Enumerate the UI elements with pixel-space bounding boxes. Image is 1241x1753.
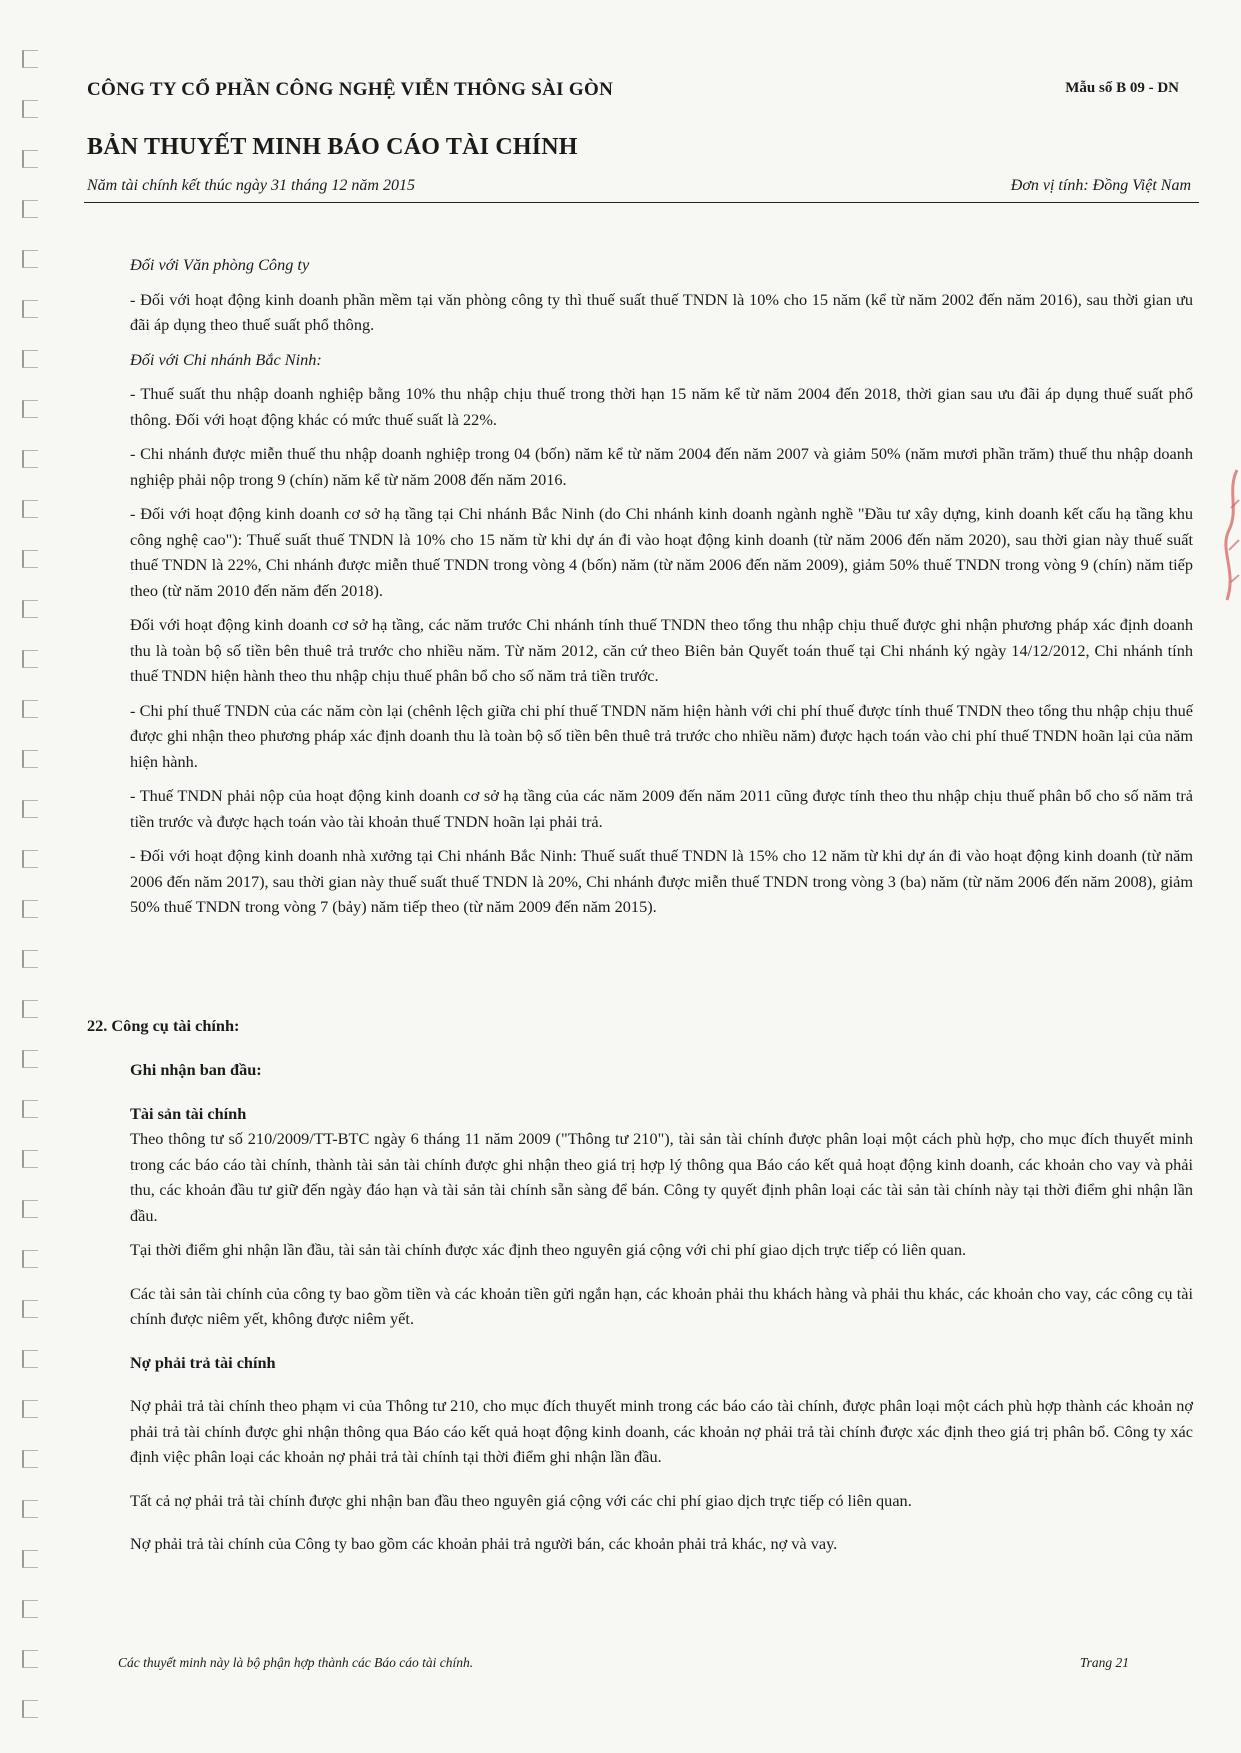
branch-paragraph-2: - Chi nhánh được miễn thuế thu nhập doanh nghiệp trong 04 (bốn) năm kể từ năm 2004 đến năm 2007 và giảm 50% (năm mươi phần trăm) thuế thu nhập doanh nghiệp phải nộp trong 9 (chín) năm kể từ năm 2008 đến năm 2016. bbox=[130, 444, 1193, 489]
infra-paragraph-3: - Thuế TNDN phải nộp của hoạt động kinh doanh cơ sở hạ tầng của các năm 2009 đến năm 2011 cũng được tính theo thu nhập chịu thuế phân bổ cho số năm trả tiền trước và được hạch toán vào tài khoản thuế TNDN hoãn lại phải trả. bbox=[130, 786, 1193, 831]
initial-recognition-heading: Ghi nhận ban đầu: bbox=[130, 1060, 262, 1079]
infra-paragraph-1: Đối với hoạt động kinh doanh cơ sở hạ tầng, các năm trước Chi nhánh tính thuế TNDN theo tổng thu nhập chịu thuế được ghi nhận phương pháp xác định doanh thu là toàn bộ số tiền bên thuê trả trước cho nhiều năm. Từ năm 2012, căn cứ theo Biên bản Quyết toán thuế tại Chi nhánh ký ngày 14/12/2012, Chi nhánh tính thuế TNDN hiện hành theo thu nhập chịu thuế phân bổ cho số năm trả tiền trước. bbox=[130, 615, 1193, 685]
tax-notes-body bbox=[130, 252, 1193, 920]
office-paragraph: - Đối với hoạt động kinh doanh phần mềm tại văn phòng công ty thì thuế suất thuế TNDN là 10% cho 15 năm (kể từ năm 2002 đến năm 2016), sau thời gian ưu đãi áp dụng theo thuế suất phổ thông. bbox=[130, 289, 1193, 334]
stamp-fragment-icon bbox=[1217, 460, 1241, 610]
financial-assets-paragraph-2: Tại thời điểm ghi nhận lần đầu, tài sản tài chính được xác định theo nguyên giá cộng với chi phí giao dịch trực tiếp có liên quan. bbox=[130, 1240, 967, 1259]
branch-paragraph-1: - Thuế suất thu nhập doanh nghiệp bằng 10% thu nhập chịu thuế trong thời hạn 15 năm kể từ năm 2004 đến 2018, thời gian sau ưu đãi áp dụng thuế suất phổ thông. Đối với hoạt động khác có mức thuế suất là 22%. bbox=[130, 384, 1193, 429]
form-code: Mẫu số B 09 - DN bbox=[1065, 80, 1179, 96]
header-divider bbox=[84, 202, 1199, 203]
financial-assets-paragraph-1: Theo thông tư số 210/2009/TT-BTC ngày 6 tháng 11 năm 2009 ("Thông tư 210"), tài sản tài chính được phân loại một cách phù hợp, cho mục đích thuyết minh trong các báo cáo tài chính, thành tài sản tài chính được ghi nhận theo giá trị hợp lý thông qua Báo cáo kết quả hoạt động kinh doanh, các khoản cho vay và phải thu, các khoản đầu tư giữ đến ngày đáo hạn và tài sản tài chính sẵn sàng để bán. Công ty quyết định phân loại các tài sản tài chính này tại thời điểm ghi nhận lần đầu. bbox=[130, 1129, 1193, 1225]
financial-liabilities-heading: Nợ phải trả tài chính bbox=[130, 1352, 276, 1372]
fiscal-period: Năm tài chính kết thúc ngày 31 tháng 12 năm 2015 bbox=[87, 177, 415, 194]
document-title: BẢN THUYẾT MINH BÁO CÁO TÀI CHÍNH bbox=[87, 134, 578, 160]
infra-paragraph-2: - Chi phí thuế TNDN của các năm còn lại (chênh lệch giữa chi phí thuế TNDN năm hiện hành với chi phí thuế được tính thuế TNDN theo tổng thu nhập chịu thuế được ghi nhận theo phương pháp xác định doanh thu là toàn bộ số tiền bên thuê trả trước cho nhiều năm) được hạch toán vào chi phí thuế TNDN hoãn lại của năm hiện hành. bbox=[130, 700, 1193, 771]
financial-liabilities-paragraph-2: Tất cả nợ phải trả tài chính được ghi nhận ban đầu theo nguyên giá cộng với các chi phí giao dịch trực tiếp có liên quan. bbox=[130, 1490, 912, 1510]
financial-liabilities-paragraph-3: Nợ phải trả tài chính của Công ty bao gồm các khoản phải trả người bán, các khoản phải trả khác, nợ và vay. bbox=[130, 1534, 838, 1553]
financial-assets-heading: Tài sản tài chính bbox=[130, 1103, 247, 1123]
footer-note: Các thuyết minh này là bộ phận hợp thành các Báo cáo tài chính. bbox=[118, 1655, 474, 1670]
page-number: Trang 21 bbox=[1079, 1655, 1129, 1670]
currency-unit: Đơn vị tính: Đồng Việt Nam bbox=[1010, 177, 1191, 194]
financial-instruments-body bbox=[130, 1057, 1193, 1557]
section-22-heading: 22. Công cụ tài chính: bbox=[87, 1016, 240, 1035]
branch-heading: Đối với Chi nhánh Bắc Ninh: bbox=[130, 349, 322, 369]
office-heading: Đối với Văn phòng Công ty bbox=[130, 255, 310, 274]
financial-liabilities-paragraph-1: Nợ phải trả tài chính theo phạm vi của Thông tư 210, cho mục đích thuyết minh trong các báo cáo tài chính, được phân loại một cách phù hợp thành các khoản nợ phải trả tài chính được ghi nhận thông qua Báo cáo kết quả hoạt động kinh doanh, các khoản nợ phải trả tài chính được xác định theo giá trị phân bổ. Công ty xác định việc phân loại các khoản nợ phải trả tài chính tại thời điểm ghi nhận lần đầu. bbox=[130, 1396, 1193, 1466]
branch-paragraph-3: - Đối với hoạt động kinh doanh cơ sở hạ tầng tại Chi nhánh Bắc Ninh (do Chi nhánh kinh doanh ngành nghề "Đầu tư xây dựng, kinh doanh kết cấu hạ tầng khu công nghệ cao"): Thuế suất thuế TNDN là 10% cho 15 năm từ khi dự án đi vào hoạt động kinh doanh (từ năm 2006 đến năm 2020), sau thời gian này thuế suất thuế TNDN là 22%, Chi nhánh được miễn thuế TNDN trong vòng 4 (bốn) năm (từ năm 2006 đến năm 2009), giảm 50% thuế TNDN trong vòng 9 (chín) năm tiếp theo (từ năm 2010 đến năm đến 2018). bbox=[130, 504, 1193, 600]
factory-paragraph: - Đối với hoạt động kinh doanh nhà xưởng tại Chi nhánh Bắc Ninh: Thuế suất thuế TNDN là 15% cho 12 năm từ khi dự án đi vào hoạt động kinh doanh (từ năm 2006 đến năm 2017), sau thời gian này thuế suất thuế TNDN là 20%, Chi nhánh được miễn thuế TNDN trong vòng 3 (ba) năm (từ năm 2006 đến năm 2008), giảm 50% thuế TNDN trong vòng 7 (bảy) năm tiếp theo (từ năm 2009 đến năm 2015). bbox=[130, 846, 1193, 916]
financial-assets-paragraph-3: Các tài sản tài chính của công ty bao gồm tiền và các khoản tiền gửi ngắn hạn, các khoản phải thu khách hàng và phải thu khác, các khoản cho vay, các công cụ tài chính được niêm yết, không được niêm yết. bbox=[130, 1283, 1193, 1328]
company-name: CÔNG TY CỔ PHẦN CÔNG NGHỆ VIỄN THÔNG SÀI GÒN bbox=[87, 79, 614, 100]
binding-holes bbox=[22, 40, 50, 1740]
